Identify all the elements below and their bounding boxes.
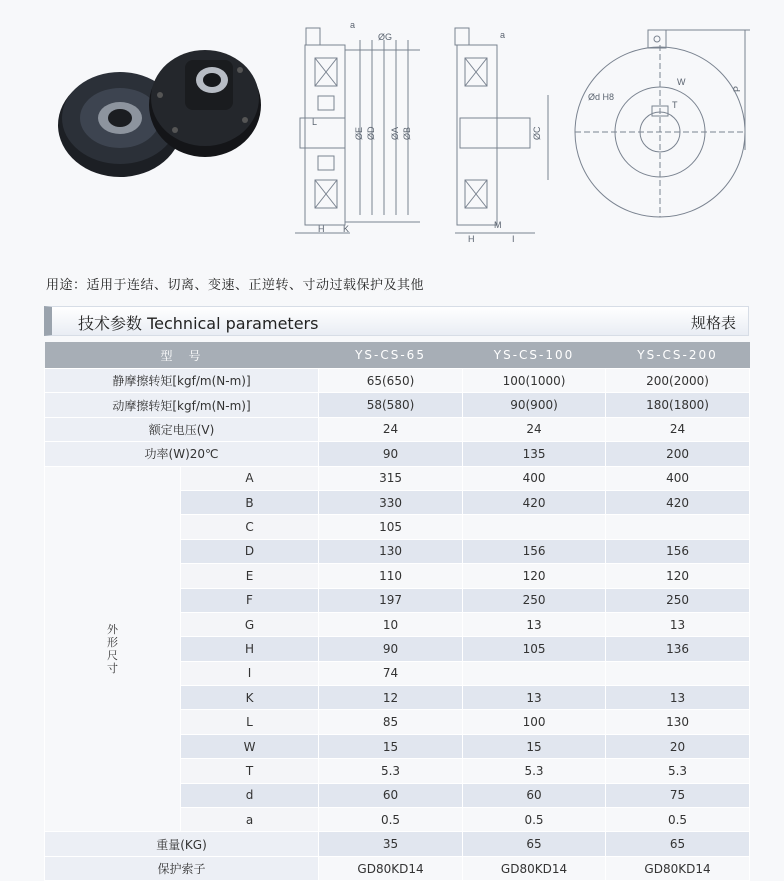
header-model: 型 号 (45, 342, 319, 369)
dim-label-p: P (732, 85, 742, 92)
table-row (45, 417, 750, 441)
value-cell: 0.5 (606, 808, 750, 832)
value-cell: 250 (606, 588, 750, 612)
product-figure-area (0, 0, 784, 265)
value-cell: 90 (319, 637, 463, 661)
table-row (45, 393, 750, 417)
dimension-key: d (181, 783, 319, 807)
dimension-key: K (181, 686, 319, 710)
dim-label-m: M (494, 220, 502, 230)
dimension-key: A (181, 466, 319, 490)
value-cell: 180(1800) (606, 393, 750, 417)
dim-label-h2: H (468, 234, 475, 244)
value-cell: 5.3 (463, 759, 606, 783)
dimension-key: W (181, 734, 319, 758)
dim-label-a-dia: ØA (390, 126, 400, 140)
value-cell: GD80KD14 (463, 856, 606, 880)
value-cell: 105 (463, 637, 606, 661)
dim-label-a: a (350, 20, 356, 30)
value-cell: 13 (606, 686, 750, 710)
value-cell: 90 (319, 442, 463, 466)
table-row (45, 856, 750, 880)
dim-label-t: T (672, 100, 678, 110)
value-cell: 315 (319, 466, 463, 490)
section-header-bar (44, 306, 749, 336)
value-cell: 156 (463, 539, 606, 563)
row-label: 额定电压(V) (45, 417, 319, 441)
table-row (45, 466, 750, 490)
value-cell: 136 (606, 637, 750, 661)
value-cell: 24 (606, 417, 750, 441)
value-cell: 200 (606, 442, 750, 466)
value-cell: 74 (319, 661, 463, 685)
value-cell: GD80KD14 (319, 856, 463, 880)
value-cell: 13 (463, 612, 606, 636)
value-cell: 250 (463, 588, 606, 612)
dimension-key: F (181, 588, 319, 612)
dim-label-b: ØB (402, 126, 412, 140)
value-cell: 20 (606, 734, 750, 758)
dimension-key: C (181, 515, 319, 539)
value-cell: 400 (606, 466, 750, 490)
table-body (45, 369, 750, 881)
value-cell: 35 (319, 832, 463, 856)
dimension-key: I (181, 661, 319, 685)
value-cell: 0.5 (319, 808, 463, 832)
value-cell (606, 515, 750, 539)
value-cell: 120 (463, 564, 606, 588)
clutch-photo (58, 50, 261, 177)
value-cell: 75 (606, 783, 750, 807)
value-cell: 13 (606, 612, 750, 636)
usage-text: 用途：适用于连结、切离、变速、正逆转、寸动过载保护及其他 (46, 278, 425, 293)
value-cell: 100 (463, 710, 606, 734)
value-cell: 420 (606, 490, 750, 514)
value-cell: 5.3 (606, 759, 750, 783)
dimension-key: B (181, 490, 319, 514)
dimension-key: G (181, 612, 319, 636)
row-label: 功率(W)20℃ (45, 442, 319, 466)
value-cell (606, 661, 750, 685)
value-cell: 65(650) (319, 369, 463, 393)
value-cell: 24 (463, 417, 606, 441)
product-drawings (0, 0, 784, 265)
dimensions-group-label (45, 466, 181, 832)
value-cell: 135 (463, 442, 606, 466)
value-cell: 120 (606, 564, 750, 588)
value-cell: GD80KD14 (606, 856, 750, 880)
table-row (45, 369, 750, 393)
row-label: 重量(KG) (45, 832, 319, 856)
value-cell: 85 (319, 710, 463, 734)
table-row (45, 832, 750, 856)
dim-label-e: ØE (354, 126, 364, 140)
value-cell: 12 (319, 686, 463, 710)
dimension-key: a (181, 808, 319, 832)
dim-label-d: Ød H8 (588, 92, 615, 102)
value-cell: 105 (319, 515, 463, 539)
value-cell: 330 (319, 490, 463, 514)
value-cell: 24 (319, 417, 463, 441)
value-cell: 100(1000) (463, 369, 606, 393)
value-cell: 60 (319, 783, 463, 807)
row-label: 静摩擦转矩[kgf/m(N-m)] (45, 369, 319, 393)
value-cell: 90(900) (463, 393, 606, 417)
dimension-key: T (181, 759, 319, 783)
value-cell: 0.5 (463, 808, 606, 832)
value-cell: 15 (463, 734, 606, 758)
value-cell: 200(2000) (606, 369, 750, 393)
value-cell: 156 (606, 539, 750, 563)
dimensions-group-text: 外形尺寸 (107, 622, 118, 675)
value-cell: 5.3 (319, 759, 463, 783)
value-cell: 130 (606, 710, 750, 734)
dimension-key: L (181, 710, 319, 734)
front-view-drawing (575, 30, 750, 217)
row-label: 动摩擦转矩[kgf/m(N-m)] (45, 393, 319, 417)
dim-label-d: ØD (366, 126, 376, 140)
spec-table (44, 342, 750, 881)
dim-label-h: H (318, 224, 325, 234)
value-cell: 420 (463, 490, 606, 514)
value-cell: 65 (606, 832, 750, 856)
row-label: 保护索子 (45, 856, 319, 880)
value-cell: 130 (319, 539, 463, 563)
dimension-key: E (181, 564, 319, 588)
value-cell (463, 515, 606, 539)
value-cell: 13 (463, 686, 606, 710)
dim-label-w: W (677, 77, 686, 87)
header-model-200: YS-CS-200 (606, 342, 750, 369)
dim-label-g: ØG (378, 32, 393, 42)
value-cell: 65 (463, 832, 606, 856)
value-cell: 15 (319, 734, 463, 758)
value-cell (463, 661, 606, 685)
dimension-key: H (181, 637, 319, 661)
table-row (45, 442, 750, 466)
value-cell: 10 (319, 612, 463, 636)
value-cell: 197 (319, 588, 463, 612)
value-cell: 110 (319, 564, 463, 588)
dim-label-c: ØC (532, 126, 542, 140)
header-model-100: YS-CS-100 (463, 342, 606, 369)
dim-label-l: L (312, 117, 318, 127)
section-title: 技术参数 Technical parameters (78, 314, 319, 333)
dimension-key: D (181, 539, 319, 563)
dim-label-i: I (512, 234, 515, 244)
dim-label-k: K (343, 224, 350, 234)
value-cell: 58(580) (319, 393, 463, 417)
spec-table-label: 规格表 (690, 314, 736, 332)
dim-label-a2: a (500, 30, 506, 40)
value-cell: 60 (463, 783, 606, 807)
table-header-row (45, 342, 750, 369)
value-cell: 400 (463, 466, 606, 490)
header-model-65: YS-CS-65 (319, 342, 463, 369)
